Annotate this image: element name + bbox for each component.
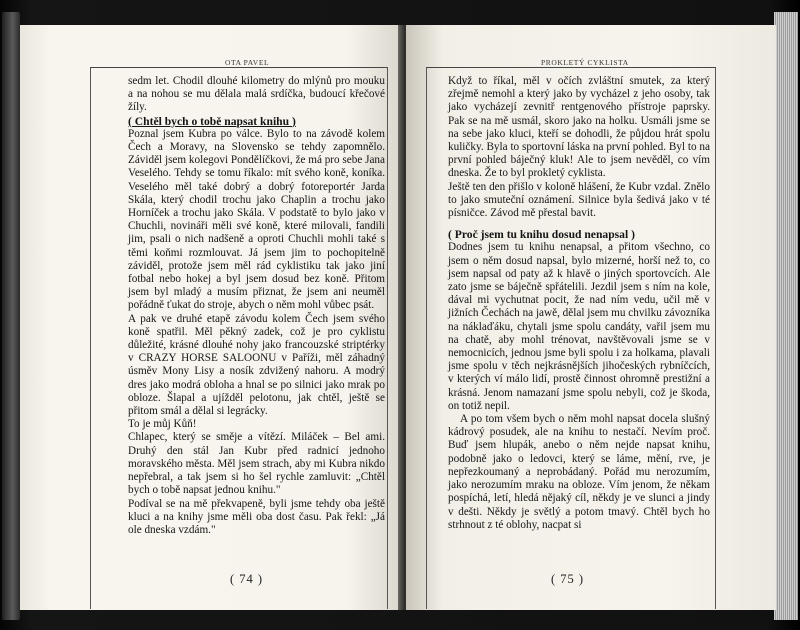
book-page-edges-right bbox=[774, 12, 798, 620]
paragraph: Podíval se na mě překvapeně, byli jsme tehdy oba ještě kluci a na knihy jsme měli oba dost času. Pak řekl: „Já ole dneska vzdám." bbox=[128, 497, 385, 536]
left-page bbox=[20, 25, 404, 610]
paragraph-text: A pak ve druhé etapě závodu kolem Čech jsem svého koně spatřil. Měl pěkný zadek, což je pro cyklistu důležité, krásné dlouhé nohy jako francouzské striptérky v bbox=[128, 312, 385, 365]
paragraph bbox=[128, 313, 385, 419]
paragraph: Ještě ten den přišlo v koloně hlášení, že Kubr vzdal. Znělo to jako smuteční oznámení. Silnice byla šedivá jako v té písničce. Závod mě přestal bavit. bbox=[448, 180, 710, 220]
paragraph: Když to říkal, měl v očích zvláštní smutek, za který zřejmě nemohl a který jako by vycházel z jeho osoby, tak jako vycházejí zevnitř rentgenového přístroje paprsky. Pak se na mě usmál, skoro jako na holku. Usmáli jsme se na sebe jako kluci, kteří se dohodli, že půjdou hrát spolu kuličky. Byla to sportovní láska na první pohled. Byl to na první pohled báječný kluk! Ale to jsem nevěděl, co vím dneska. Že to byl prokletý cyklista. bbox=[448, 75, 710, 180]
page-number-left: ( 74 ) bbox=[230, 572, 264, 586]
paragraph: Poznal jsem Kubra po válce. Bylo to na závodě kolem Čech a Moravy, na Slovensko se tehdy zapomnělo. Záviděl jsem kolegovi Pondělíčkovi, že má pro sebe Jana Veselého. Tehdy se tomu říkalo: mít svého koně, koníka. Veselého měl také dobrý a dobrý fotoreportér Jarda Skála, který chodil trochu jako Chaplin a trochu jako Horníček a trochu jako Skála. V podstatě to bylo jako v Chuchli, novináři měli své koně, které milovali, fandili jim, psali o nich nadšeně a oproti Chuchli mohli také s těmi koňmi rozmlouvat. Já jsem jim to pochopitelně záviděl, protože jsem měl rád cyklistiku tak jako jiní fotbal nebo hokej a byl jsem dosud bez koně. Přitom jsem byl mladý a musím přiznat, že jsem ani neuměl pořádně ťukat do stroje, abych o něm mohl vůbec psát. bbox=[128, 127, 385, 312]
left-page-text bbox=[128, 75, 385, 537]
chapter-title: ( Proč jsem tu knihu dosud nenapsal ) bbox=[448, 228, 635, 242]
small-caps-text: CRAZY HORSE SALOONU bbox=[138, 352, 277, 365]
chapter-title-text: ( Chtěl bych o tobě napsat knihu ) bbox=[128, 114, 296, 128]
paragraph: Chlapec, který se směje a vítězí. Miláček – Bel ami. Druhý den stál Jan Kubr před radnicí jednoho moravského města. Měl jsem strach, aby mi Kubra nikdo nepřebral, a tak jsem si ho šel rychle zamluvit: „Chtěl bych o tobě napsat jednou knihu." bbox=[128, 431, 385, 497]
running-head-right: PROKLETÝ CYKLISTA bbox=[541, 58, 629, 67]
right-page-text bbox=[448, 75, 710, 532]
chapter-title bbox=[128, 115, 385, 128]
book-cover-edge-left bbox=[2, 12, 20, 620]
paragraph: sedm let. Chodil dlouhé kilometry do mlýnů pro mouku a na nohou se mu dělala malá srdíčka, budoucí křečové žíly. bbox=[128, 75, 385, 114]
paragraph: To je můj Kůň! bbox=[128, 418, 197, 431]
paragraph-text: v Paříži, měl záhadný úsměv Mony Lisy a nosík zdvižený nahoru. A modrý dres jako modrá obloha a hnal se po silnici jako mrak po obloze. Šlapal a ujížděl pelotonu, jak chtěl, ještě se přitom smál a dělal si legrácky. bbox=[128, 352, 385, 418]
right-page bbox=[406, 25, 776, 610]
paragraph: Dodnes jsem tu knihu nenapsal, a přitom všechno, co jsem o něm dosud napsal, bylo mizerné, horší než to, co jsem napsal od paty až k hlavě o jiných sportovcích. Ale zato jsme se báječně spřátelili. Jezdil jsem s ním na kole, dával mi vychutnat pocit, že nad ním vedu, učil mě v jižních Čechách na jawě, dělal jsem mu chvilku závozníka na náklaďáku, chytali jsme spolu candáty, vařil jsem mu na chatě, aby mohl trénovat, navštěvovali jsme se v nemocnicích, jednou jsme byli spolu i za holkama, plavali jsme spolu v těch nejkrásnějších jihočeských rybníčcích, v kterých ví málo lidí, prostě činnost ohromně prestižní a krásná. Jenom namazaní jsme spolu nebyli, což je škoda, on totiž nepil. bbox=[448, 241, 710, 412]
page-number-right: ( 75 ) bbox=[551, 572, 585, 586]
running-head-left: OTA PAVEL bbox=[225, 58, 270, 67]
paragraph: A po tom všem bych o něm mohl napsat docela slušný kádrový posudek, ale na knihu to nestačí. Nevím proč. Buď jsem hlupák, anebo o něm nejde napsat knihu, podobně jako o ledovci, který se láme, mění, rve, je nepřezkoumaný a neprobádaný. Pořád mu nerozumím, jako nerozumím mraku na obloze. Vím jenom, že někam pospíchá, letí, hledá nějaký cíl, někdy je ve slunci a jindy v dešti. Někdy je světlý a potom tmavý. Chtěl bych ho strhnout z té oblohy, nacpat si bbox=[448, 413, 710, 531]
